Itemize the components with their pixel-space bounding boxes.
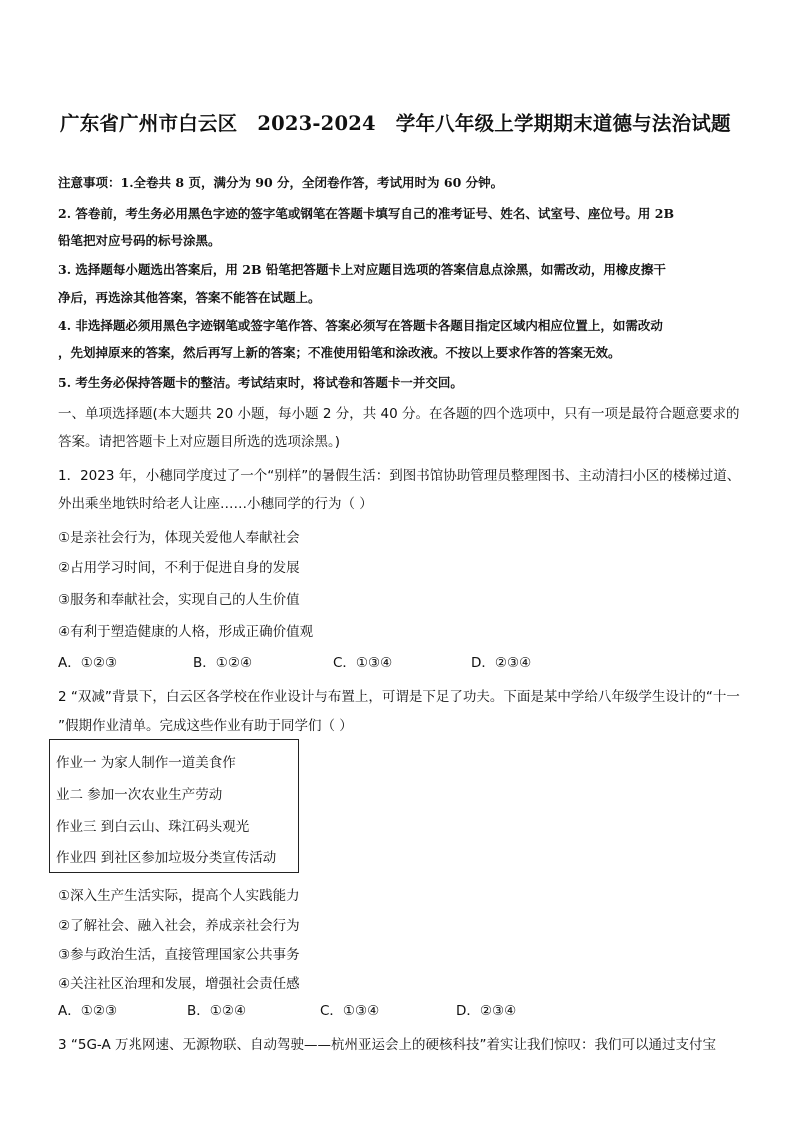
q2-statement-4: ④关注社区治理和发展，增强社会责任感 (58, 976, 300, 992)
q1-option-b: B．①②④ (193, 655, 253, 671)
q1-statement-4: ④有利于塑造健康的人格，形成正确价值观 (58, 624, 314, 640)
notice-line-3b: 净后，再选涂其他答案，答案不能答在试题上。 (58, 290, 321, 305)
title-region: 广东省广州市白云区 (60, 112, 238, 135)
q2-statement-3: ③参与政治生活，直接管理国家公共事务 (58, 947, 300, 963)
q2-option-a: A．①②③ (58, 1003, 118, 1019)
homework-item-1: 作业一 为家人制作一道美食作 (56, 755, 236, 771)
homework-list-box (49, 739, 299, 873)
q1-stem-line-1: 1．2023 年，小穗同学度过了一个“别样”的暑假生活：到图书馆协助管理员整理图书、主动清扫小区的楼梯过道、 (58, 468, 741, 484)
q1-stem-line-2: 外出乘坐地铁时给老人让座……小穗同学的行为（ ） (58, 496, 373, 512)
notice-line-5: 5. 考生务必保持答题卡的整洁。考试结束时，将试卷和答题卡一并交回。 (58, 375, 463, 390)
page-title (60, 108, 760, 136)
homework-item-4: 作业四 到社区参加垃圾分类宣传活动 (56, 850, 277, 866)
q1-option-c: C．①③④ (333, 655, 393, 671)
notice-line-3a: 3. 选择题每小题选出答案后，用 2B 铅笔把答题卡上对应题目选项的答案信息点涂黑，如需改动，用橡皮擦干 (58, 262, 666, 277)
notice-line-4a: 4. 非选择题必须用黑色字迹钢笔或签字笔作答、答案必须写在答题卡各题目指定区域内相应位置上，如需改动 (58, 318, 663, 333)
q1-statement-1: ①是亲社会行为，体现关爱他人奉献社会 (58, 530, 300, 546)
section-header-line-1: 一、单项选择题(本大题共 20 小题，每小题 2 分，共 40 分。在各题的四个选项中，只有一项是最符合题意要求的 (58, 406, 740, 422)
homework-item-3: 作业三 到白云山、珠江码头观光 (56, 819, 250, 835)
q2-statement-1: ①深入生产生活实际，提高个人实践能力 (58, 888, 300, 904)
q2-option-b: B．①②④ (187, 1003, 247, 1019)
section-header-line-2: 答案。请把答题卡上对应题目所选的选项涂黑。) (58, 434, 341, 450)
q2-option-c: C．①③④ (320, 1003, 380, 1019)
q3-stem-line-1: 3 “5G-A 万兆网速、无源物联、自动驾驶——杭州亚运会上的硬核科技”着实让我们惊叹：我们可以通过支付宝 (58, 1037, 717, 1053)
homework-item-2: 业二 参加一次农业生产劳动 (56, 787, 223, 803)
q1-option-a: A．①②③ (58, 655, 118, 671)
notice-line-2a: 2. 答卷前，考生务必用黑色字迹的签字笔或钢笔在答题卡填写自己的准考证号、姓名、试室号、座位号。用 2B (58, 206, 675, 221)
notice-line-2b: 铅笔把对应号码的标号涂黑。 (58, 233, 221, 248)
notice-line-4b: ，先划掉原来的答案，然后再写上新的答案；不准使用铅笔和涂改液。不按以上要求作答的答案无效。 (58, 345, 621, 360)
q2-option-d: D．②③④ (456, 1003, 517, 1019)
title-subject: 学年八年级上学期期末道德与法治试题 (395, 112, 731, 135)
q1-statement-3: ③服务和奉献社会，实现自己的人生价值 (58, 592, 300, 608)
q2-stem-line-1: 2 “双减”背景下，白云区各学校在作业设计与布置上，可谓是下足了功夫。下面是某中学给八年级学生设计的“十一 (58, 689, 740, 705)
q1-statement-2: ②占用学习时间，不利于促进自身的发展 (58, 560, 300, 576)
notice-line-1: 注意事项：1.全卷共 8 页，满分为 90 分，全闭卷作答，考试用时为 60 分钟。 (58, 175, 504, 190)
q2-stem-line-2: ”假期作业清单。完成这些作业有助于同学们（ ） (58, 718, 353, 734)
title-year: 2023-2024 (257, 112, 376, 135)
q1-option-d: D．②③④ (471, 655, 532, 671)
q2-statement-2: ②了解社会、融入社会，养成亲社会行为 (58, 918, 300, 934)
